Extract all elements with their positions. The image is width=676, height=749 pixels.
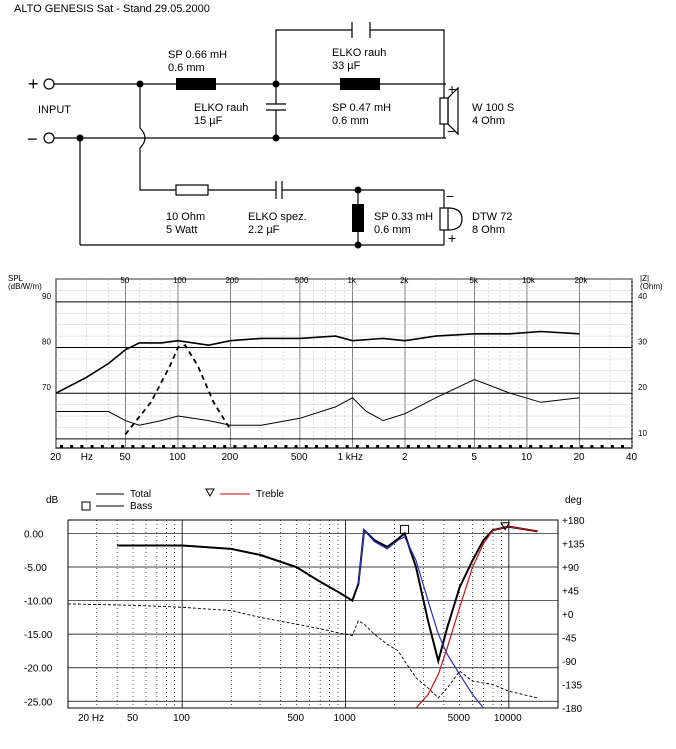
top-freq-tick: 100	[172, 276, 187, 285]
top-freq-tick: 2k	[399, 276, 409, 285]
bottom-right-tick: +45	[562, 586, 579, 598]
axis-tick-dot	[213, 445, 216, 448]
legend-bass: Bass	[130, 501, 153, 512]
axis-tick-dot	[193, 445, 196, 448]
crossover-schematic	[0, 0, 676, 260]
axis-tick-dot	[284, 445, 287, 448]
axis-tick-dot	[60, 445, 63, 448]
top-bottom-tick: 2	[401, 452, 408, 463]
axis-tick-dot	[601, 445, 604, 448]
bottom-plot-frame	[68, 520, 558, 708]
sp3-name: SP 0.33 mH	[374, 211, 434, 223]
axis-tick-dot	[427, 445, 430, 448]
top-bottom-tick: 200	[221, 452, 239, 463]
bottom-right-tick: +0	[562, 610, 574, 621]
sp2-value: 0.6 mm	[332, 115, 369, 127]
axis-tick-dot	[468, 445, 471, 448]
tweeter-value: 8 Ohm	[472, 224, 506, 236]
bottom-left-tick: -15.00	[24, 630, 53, 642]
axis-tick-dot	[254, 445, 257, 448]
axis-tick-dot	[397, 445, 400, 448]
legend-total: Total	[130, 489, 152, 500]
top-freq-tick: 200	[225, 276, 239, 285]
axis-tick-dot	[458, 445, 461, 448]
elko1-value: 15 µF	[194, 115, 223, 127]
axis-tick-dot	[478, 445, 481, 448]
sp3-value: 0.6 mm	[374, 224, 411, 236]
top-right-title-2: (Ohm)	[640, 282, 663, 291]
elko1-name: ELKO rauh	[194, 102, 249, 114]
axis-tick-dot	[223, 445, 226, 448]
axis-tick-dot	[295, 445, 298, 448]
bottom-right-tick: -45	[562, 633, 577, 645]
page-title: ALTO GENESIS Sat - Stand 29.05.2000	[14, 3, 210, 15]
curve-bass	[358, 530, 483, 708]
axis-tick-dot	[590, 445, 593, 448]
bottom-x-tick: 5000	[447, 713, 470, 724]
treble-marker-icon	[206, 489, 214, 496]
top-bottom-tick: 500	[290, 452, 308, 463]
axis-tick-dot	[519, 445, 522, 448]
top-freq-tick: 5k	[469, 276, 478, 285]
axis-tick-dot	[570, 445, 573, 448]
top-freq-tick: 50	[120, 276, 130, 285]
input-label: INPUT	[38, 104, 71, 116]
top-bottom-tick: 20	[573, 452, 585, 463]
top-bottom-tick: 1 kHz	[337, 452, 364, 463]
axis-tick-dot	[621, 445, 624, 448]
elko3-name: ELKO spez.	[248, 211, 307, 223]
axis-tick-dot	[356, 445, 359, 448]
woofer-name: W 100 S	[472, 102, 515, 114]
res-name: 10 Ohm	[166, 211, 206, 223]
top-plot-frame	[56, 279, 632, 448]
axis-tick-dot	[131, 445, 134, 448]
top-right-tick: 30	[638, 337, 647, 347]
sp2-name: SP 0.47 mH	[332, 102, 392, 114]
axis-tick-dot	[386, 445, 389, 448]
axis-tick-dot	[305, 445, 308, 448]
bottom-right-tick: +180	[562, 516, 585, 527]
top-bottom-tick: 20	[50, 452, 62, 463]
top-bottom-tick: 5	[471, 452, 477, 463]
top-freq-tick: 1k	[347, 276, 356, 285]
bottom-left-tick: -25.00	[24, 697, 53, 709]
axis-tick-dot	[509, 445, 512, 448]
axis-tick-dot	[233, 445, 236, 448]
top-bottom-tick: 40	[626, 452, 638, 463]
bottom-left-tick: -20.00	[24, 663, 53, 675]
bottom-right-tick: -90	[562, 657, 577, 668]
top-bottom-tick: Hz	[80, 452, 93, 463]
axis-tick-dot	[580, 445, 583, 448]
axis-tick-dot	[499, 445, 502, 448]
axis-tick-dot	[111, 445, 114, 448]
axis-tick-dot	[162, 445, 165, 448]
bottom-x-tick: 1000	[333, 713, 356, 724]
bottom-x-tick: 50	[126, 713, 139, 724]
axis-tick-dot	[172, 445, 175, 448]
top-freq-tick: 10k	[521, 276, 535, 285]
axis-tick-dot	[366, 445, 369, 448]
sp1-value: 0.6 mm	[168, 62, 205, 74]
input-minus: −	[27, 129, 38, 149]
axis-tick-dot	[70, 445, 73, 448]
axis-tick-dot	[315, 445, 318, 448]
top-right-tick: 10	[638, 428, 647, 438]
elko3-value: 2.2 µF	[248, 224, 280, 236]
top-bottom-tick: 100	[168, 452, 186, 463]
axis-tick-dot	[611, 445, 614, 448]
top-right-title-1: |Z|	[640, 274, 650, 283]
axis-tick-dot	[488, 445, 491, 448]
axis-tick-dot	[560, 445, 563, 448]
top-left-title-2: (dB/W/m)	[8, 282, 42, 291]
bottom-left-tick: -5.00	[24, 563, 47, 574]
bottom-x-tick: 20 Hz	[78, 713, 105, 724]
axis-tick-dot	[539, 445, 542, 448]
tweeter-plus: +	[448, 230, 457, 246]
top-right-tick: 20	[638, 383, 647, 393]
axis-tick-dot	[101, 445, 104, 448]
bottom-x-tick: 500	[287, 713, 305, 724]
spl-impedance-chart	[0, 268, 676, 468]
axis-tick-dot	[325, 445, 328, 448]
axis-tick-dot	[529, 445, 532, 448]
top-left-title-1: SPL	[8, 274, 24, 283]
ylabel-left: dB	[46, 495, 59, 506]
axis-tick-dot	[437, 445, 440, 448]
top-bottom-tick: 50	[119, 452, 131, 463]
bottom-left-tick: -10.00	[24, 596, 53, 608]
axis-tick-dot	[203, 445, 206, 448]
axis-tick-dot	[152, 445, 155, 448]
tweeter-name: DTW 72	[472, 211, 513, 223]
woofer-minus: −	[447, 123, 456, 139]
bottom-x-tick: 10000	[493, 713, 522, 724]
axis-tick-dot	[264, 445, 267, 448]
top-curve-2	[56, 380, 580, 426]
bottom-right-tick: -135	[562, 680, 583, 692]
bottom-right-tick: +135	[562, 539, 585, 551]
top-left-tick: 90	[42, 291, 51, 301]
axis-tick-dot	[550, 445, 553, 448]
top-freq-tick: 500	[294, 276, 309, 285]
ylabel-right: deg	[565, 495, 582, 506]
axis-tick-dot	[182, 445, 185, 448]
top-bottom-tick: 10	[520, 452, 533, 463]
elko2-value: 33 µF	[332, 60, 361, 72]
axis-tick-dot	[91, 445, 94, 448]
axis-tick-dot	[80, 445, 83, 448]
bottom-x-tick: 100	[173, 713, 190, 724]
res-value: 5 Watt	[166, 224, 198, 236]
frequency-response-chart	[0, 484, 676, 749]
input-plus: +	[28, 74, 39, 94]
axis-tick-dot	[244, 445, 247, 448]
bottom-right-tick: -180	[562, 704, 583, 715]
bottom-left-tick: 0.00	[24, 529, 44, 541]
axis-tick-dot	[376, 445, 379, 448]
bottom-right-tick: +90	[562, 563, 579, 574]
woofer-value: 4 Ohm	[472, 115, 506, 127]
tweeter-minus: −	[446, 188, 455, 204]
top-left-tick: 70	[42, 383, 51, 393]
curve-total	[117, 527, 537, 661]
top-left-tick: 80	[42, 337, 51, 347]
axis-tick-dot	[407, 445, 410, 448]
axis-tick-dot	[417, 445, 420, 448]
top-curve-0	[56, 332, 580, 394]
axis-tick-dot	[346, 445, 349, 448]
axis-tick-dot	[335, 445, 338, 448]
axis-tick-dot	[274, 445, 277, 448]
curve-phase	[68, 604, 538, 698]
axis-tick-dot	[448, 445, 451, 448]
axis-tick-dot	[142, 445, 145, 448]
legend-treble: Treble	[256, 489, 284, 500]
bass-marker-icon	[82, 502, 90, 510]
axis-tick-dot	[121, 445, 124, 448]
sp1-name: SP 0.66 mH	[168, 49, 228, 61]
woofer-plus: +	[448, 81, 457, 97]
top-right-tick: 40	[638, 291, 647, 301]
elko2-name: ELKO rauh	[332, 47, 387, 59]
top-freq-tick: 20k	[574, 276, 588, 285]
